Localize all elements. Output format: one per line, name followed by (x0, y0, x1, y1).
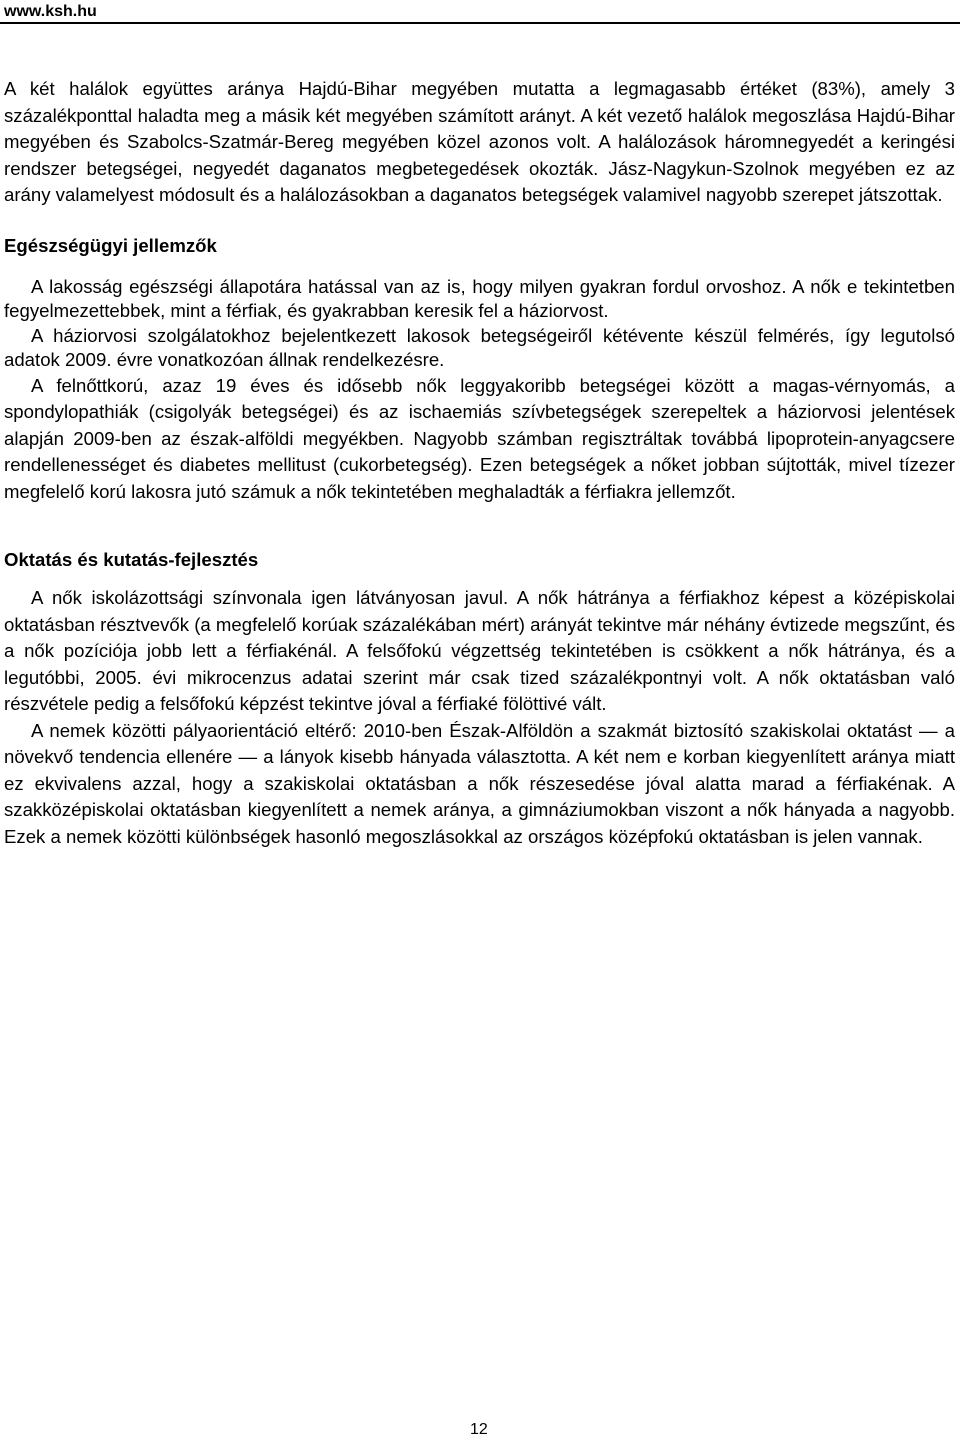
health-paragraph-2: A háziorvosi szolgálatokhoz bejelentkezett lakosok betegségeiről kétévente készül felmérés, így legutolsó adatok 2009. évre vonatkozóan állnak rendelkezésre. (4, 324, 955, 370)
header-divider (0, 22, 960, 24)
education-paragraph-1: A nők iskolázottsági színvonala igen látványosan javul. A nők hátránya a férfiakhoz képest a középiskolai oktatásban résztvevők (a megfelelő korúak százalékában mért) arányát tekintve már néhány évtizede megszűnt, és a nők pozíciója jobb lett a férfiakénál. A felsőfokú végzettség tekintetében is csökkent a nők hátránya, és a legutóbbi, 2005. évi mikrocenzus adatai szerint már csak tized százalékpontnyi volt. A nők oktatásban való részvétele pedig a felsőfokú képzést tekintve jóval a férfiaké fölöttivé vált. (4, 587, 955, 714)
document-body (4, 76, 955, 850)
site-link[interactable]: www.ksh.hu (4, 3, 97, 20)
section-heading-health: Egészségügyi jellemzők (4, 234, 217, 256)
health-paragraph-3: A felnőttkorú, azaz 19 éves és idősebb nők leggyakoribb betegségei között a magas-vérnyomás, a spondylopathiák (csigolyák betegségei) és az ischaemiás szívbetegségek szerepeltek a háziorvosi jelentések alapján 2009-ben az észak-alföldi megyékben. Nagyobb számban regisztráltak továbbá lipoprotein-anyagcsere rendellenességet és diabetes mellitust (cukorbetegség). Ezen betegségek a nőket jobban sújtották, mivel tízezer megfelelő korú lakosra jutó számuk a nők tekintetében meghaladták a férfiakra jellemzőt. (4, 374, 955, 502)
section-heading-education: Oktatás és kutatás-fejlesztés (4, 549, 259, 570)
intro-paragraph: A két halálok együttes aránya Hajdú-Bihar megyében mutatta a legmagasabb értéket (83%), amely 3 százalékponttal haladta meg a másik két megyében számított arányt. A két vezető halálok megoszlása Hajdú-Bihar megyében és Szabolcs-Szatmár-Bereg megyében közel azonos volt. A halálozások háromnegyedét a keringési rendszer betegségei, negyedét daganatos megbetegedések okozták. Jász-Nagykun-Szolnok megyében ez az arány valamelyest módosult és a halálozásokban a daganatos betegségek valamivel nagyobb szerepet játszottak. (4, 78, 955, 205)
health-paragraph-1: A lakosság egészségi állapotára hatással van az is, hogy milyen gyakran fordul orvoshoz. A nők e tekintetben fegyelmezettebbek, mint a férfiak, és gyakrabban keresik fel a háziorvost. (4, 275, 955, 321)
education-paragraph-2: A nemek közötti pályaorientáció eltérő: 2010-ben Észak-Alföldön a szakmát biztosító szakiskolai oktatást — a növekvő tendencia ellenére — a lányok kisebb hányada választotta. A két nem e korban kiegyenlített aránya miatt ez ekvivalens azzal, hogy a szakiskolai oktatásban a nők részesedése jóval alatta marad a férfiakénak. A szakközépiskolai oktatásban kiegyenlített a nemek aránya, a gimnáziumokban viszont a nők hányada a nagyobb. Ezek a nemek közötti különbségek hasonló megoszlásokkal az országos középfokú oktatásban is jelen vannak. (4, 719, 955, 847)
page-number: 12 (470, 1421, 488, 1438)
